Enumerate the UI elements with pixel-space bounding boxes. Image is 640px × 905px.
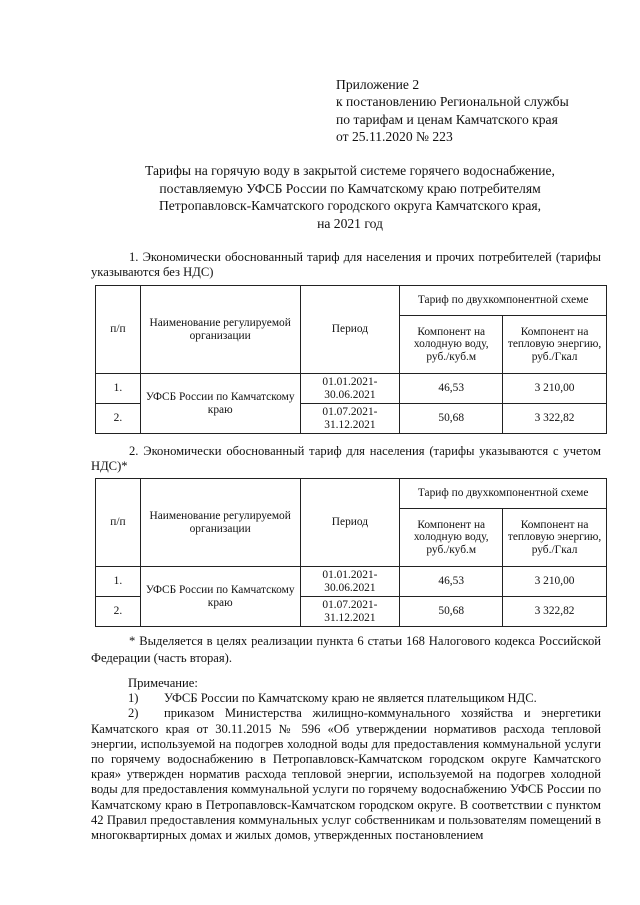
row-num: 2. (96, 404, 141, 434)
header-num: п/п (96, 286, 141, 374)
row-cold-value: 46,53 (400, 567, 503, 597)
row-heat-value: 3 322,82 (503, 404, 607, 434)
header-cold-component: Компонент на холодную воду, руб./куб.м (400, 316, 503, 374)
row-period: 01.01.2021-30.06.2021 (300, 567, 400, 597)
section-2-text: 2. Экономически обоснованный тариф для населения (тарифы указываются с учетом НДС)* (91, 444, 601, 474)
header-period: Период (300, 286, 400, 374)
row-num: 2. (96, 597, 141, 627)
document-title (60, 162, 640, 232)
section-1-text: 1. Экономически обоснованный тариф для населения и прочих потребителей (тарифы указываются без НДС) (91, 250, 601, 280)
note-text: приказом Министерства жилищно-коммунального хозяйства и энергетики Камчатского края от 30.11.2015 № 596 «Об утверждении нормативов расхода тепловой энергии, используемой на подогрев холодной воды для предоставления коммунальной услуги по горячему водоснабжению в Петропавловск-Камчатском городском округе Камчатского края» утвержден норматив расхода тепловой энергии, используемой на подогрев холодной воды для предоставления коммунальной услуги по горячему водоснабжению УФСБ России по Камчатскому краю в Петропавловск-Камчатском городском округе. В соответствии с пунктом 42 Правил предоставления коммунальных услуг собственникам и пользователям помещений в многоквартирных домах и жилых домов, утвержденных постановлением (91, 706, 601, 843)
note-number: 1) (128, 691, 139, 706)
header-heat-component: Компонент на тепловую энергию, руб./Гкал (503, 509, 607, 567)
header-heat-component: Компонент на тепловую энергию, руб./Гкал (503, 316, 607, 374)
organization-name: УФСБ России по Камчатскому краю (140, 374, 300, 434)
organization-name: УФСБ России по Камчатскому краю (140, 567, 300, 627)
header-organization: Наименование регулируемой организации (140, 479, 300, 567)
note-item (91, 706, 601, 843)
section-1-heading (91, 250, 601, 280)
notes-label: Примечание: (128, 676, 198, 690)
row-heat-value: 3 322,82 (503, 597, 607, 627)
row-period: 01.07.2021-31.12.2021 (300, 597, 400, 627)
footnote (91, 633, 601, 666)
header-cold-component: Компонент на холодную воду, руб./куб.м (400, 509, 503, 567)
appendix-line: от 25.11.2020 № 223 (336, 129, 453, 145)
row-cold-value: 50,68 (400, 404, 503, 434)
row-period: 01.07.2021-31.12.2021 (300, 404, 400, 434)
title-line: на 2021 год (317, 215, 383, 231)
row-num: 1. (96, 374, 141, 404)
tariff-table-1 (95, 285, 607, 434)
row-period: 01.01.2021-30.06.2021 (300, 374, 400, 404)
notes-block (91, 676, 601, 843)
section-2-heading (91, 444, 601, 474)
note-text: УФСБ России по Камчатскому краю не является плательщиком НДС. (164, 691, 537, 706)
note-number: 2) (128, 706, 139, 721)
table-row (96, 567, 607, 597)
footnote-text: * Выделяется в целях реализации пункта 6 статьи 168 Налогового кодекса Российской Федерации (часть вторая). (91, 634, 601, 665)
note-item (91, 691, 601, 706)
table-row (96, 374, 607, 404)
header-num: п/п (96, 479, 141, 567)
header-organization: Наименование регулируемой организации (140, 286, 300, 374)
title-line: Тарифы на горячую воду в закрытой системе горячего водоснабжение, (145, 163, 555, 178)
appendix-block (336, 76, 569, 146)
row-heat-value: 3 210,00 (503, 567, 607, 597)
header-scheme: Тариф по двухкомпонентной схеме (400, 286, 607, 316)
appendix-line: к постановлению Региональной службы (336, 94, 569, 110)
row-cold-value: 46,53 (400, 374, 503, 404)
tariff-table-2 (95, 478, 607, 627)
header-period: Период (300, 479, 400, 567)
row-num: 1. (96, 567, 141, 597)
appendix-line: по тарифам и ценам Камчатского края (336, 111, 558, 127)
title-line: Петропавловск-Камчатского городского округа Камчатского края, (158, 198, 542, 214)
row-cold-value: 50,68 (400, 597, 503, 627)
header-scheme: Тариф по двухкомпонентной схеме (400, 479, 607, 509)
row-heat-value: 3 210,00 (503, 374, 607, 404)
appendix-line: Приложение 2 (336, 77, 420, 92)
title-line: поставляемую УФСБ России по Камчатскому краю потребителям (159, 180, 541, 196)
